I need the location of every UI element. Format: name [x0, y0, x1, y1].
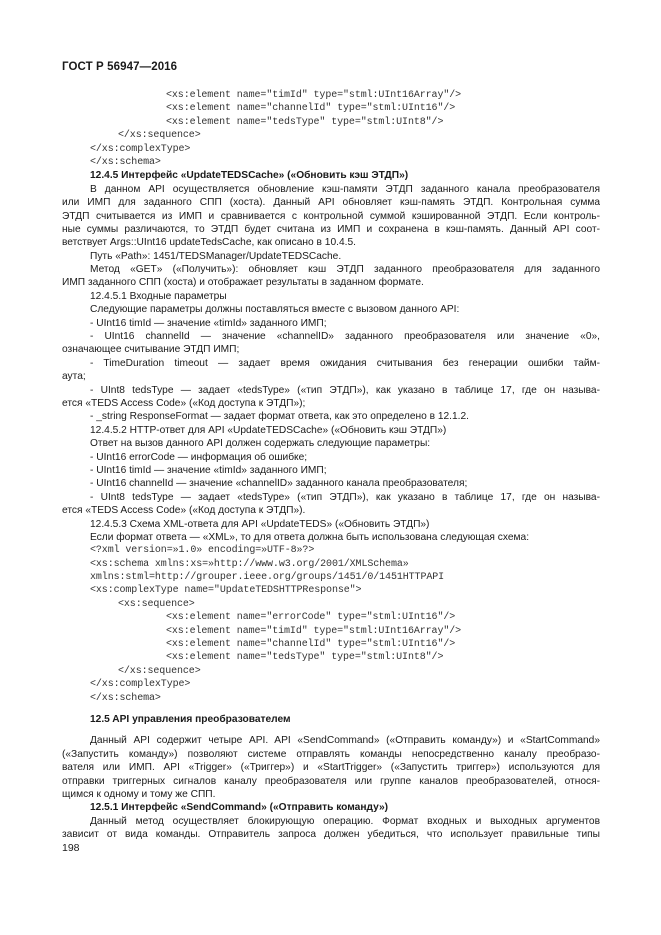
text-line: - UInt16 timId — значение «timId» заданного ИМП; [90, 464, 327, 476]
text-line: - UInt8 tedsType — задает «tedsType» («тип ЭТДП»), как указано в таблице 17, где он называ- [90, 491, 600, 503]
text-line: ветствует Args::UInt16 updateTedsCache, как описано в 10.4.5. [62, 237, 356, 249]
code-line: </xs:schema> [90, 156, 161, 168]
code-line: <xs:element name="errorCode" type="stml:UInt16"/> [166, 612, 456, 624]
spacer [62, 705, 600, 713]
spacer [62, 726, 600, 734]
text-line: В данном API осуществляется обновление кэш-памяти ЭТДП заданного канала преобразователя [90, 183, 600, 195]
page-number: 198 [62, 842, 80, 854]
text-line: щимся к одному и тому же СПП. [62, 788, 216, 800]
text-line: или ИМП для заданного СПП (хоста). Данный API обновляет кэш-память ЭТДП. Контрольная сумма [62, 197, 600, 209]
text-line: - UInt16 timId — значение «timId» заданного ИМП; [90, 317, 327, 329]
text-line: Метод «GET» («Получить»): обновляет кэш ЭТДП заданного преобразователя для заданного [90, 264, 600, 276]
text-line: Если формат ответа — «XML», то для ответа должна быть использована следующая схема: [90, 531, 530, 543]
code-line: <xs:element name="timId" type="stml:UInt16Array"/> [166, 90, 462, 101]
text-line: Следующие параметры должны поставляться вместе с вызовом данного API: [90, 304, 460, 316]
text-line: Данный метод осуществляет блокирующую операцию. Формат входных и выходных аргументов [90, 815, 600, 827]
text-line: означающее считывание ЭТДП ИМП; [62, 344, 240, 356]
text-line: - UInt16 channelId — значение «channelID» заданного преобразователя или значение «0», [90, 331, 600, 343]
text-line: ИМП заданного СПП (хоста) и отображает результаты в заданном формате. [62, 277, 424, 289]
code-line: <xs:element name="tedsType" type="stml:UInt8"/> [166, 652, 444, 664]
text-line: ные суммы различаются, то ЭТДП будет считана из ИМП и сохранена в кэш-память. Данный API соот- [62, 223, 600, 235]
code-line: <xs:element name="channelId" type="stml:UInt16"/> [166, 103, 456, 115]
code-line: <xs:element name="channelId" type="stml:UInt16"/> [166, 639, 456, 651]
code-line: xmlns:stml=http://grouper.ieee.org/groups/1451/0/1451HTTPAPI [90, 572, 445, 584]
document-body [62, 89, 600, 841]
text-line: 12.4.5 Интерфейс «UpdateTEDSCache» («Обновить кэш ЭТДП») [90, 170, 409, 182]
text-line: - UInt16 errorCode — информация об ошибке; [90, 451, 308, 463]
code-line: <xs:complexType name="UpdateTEDSHTTPResponse"> [90, 585, 362, 597]
text-line: вателя или ИМП. API «Trigger» («Триггер») и «StartTrigger» («Запустить триггер») используются для [62, 762, 600, 774]
document-header: ГОСТ Р 56947—2016 [62, 61, 178, 73]
text-line: ЭТДП считывается из ИМП и сравнивается с контрольной суммой кэшированной ЭТДП. Если контроль- [62, 210, 600, 222]
text-line: ется «TEDS Access Code» («Код доступа к ЭТДП»); [62, 397, 306, 409]
text-line: 12.4.5.3 Схема XML-ответа для API «UpdateTEDS» («Обновить ЭТДП») [90, 518, 430, 530]
text-line: Путь «Path»: 1451/TEDSManager/UpdateTEDSCache. [90, 250, 342, 262]
text-line: Ответ на вызов данного API должен содержать следующие параметры: [90, 438, 431, 450]
text-line: 12.5.1 Интерфейс «SendCommand» («Отправить команду») [90, 802, 389, 814]
code-line: <xs:schema xmlns:xs=»http://www.w3.org/2001/XMLSchema» [90, 558, 409, 570]
code-line: </xs:complexType> [90, 679, 191, 691]
text-line: Данный API содержит четыре API. API «SendCommand» («Отправить команду») и «StartCommand» [90, 735, 600, 747]
code-line: </xs:sequence> [118, 665, 201, 677]
text-line: - UInt8 tedsType — задает «tedsType» («тип ЭТДП»), как указано в таблице 17, где он называ- [90, 384, 600, 396]
code-line: <xs:element name="tedsType" type="stml:UInt8"/> [166, 116, 444, 128]
code-line: <xs:element name="timId" type="stml:UInt16Array"/> [166, 625, 462, 637]
text-line: ется «TEDS Access Code» («Код доступа к ЭТДП»). [62, 505, 306, 517]
text-line: - UInt16 channelId — значение «channelID» заданного канала преобразователя; [90, 478, 468, 490]
text-line: 12.4.5.1 Входные параметры [90, 290, 227, 302]
text-line: - TimeDuration timeout — задает время ожидания считывания без генерации ошибки тайм- [90, 357, 600, 369]
text-line: - _string ResponseFormat — задает формат ответа, как это определено в 12.1.2. [90, 411, 469, 423]
code-line: <?xml version=»1.0» encoding=»UTF-8»?> [90, 545, 315, 557]
code-line: </xs:complexType> [90, 143, 191, 155]
code-line: </xs:schema> [90, 692, 161, 704]
text-line: 12.4.5.2 HTTP-ответ для API «UpdateTEDSCache» («Обновить кэш ЭТДП») [90, 424, 447, 436]
text-line: отправки триггерных сигналов каналу преобразователя или группе каналов преобразователей, относя- [62, 775, 600, 787]
code-line: </xs:sequence> [118, 130, 201, 142]
code-line: <xs:sequence> [118, 598, 195, 610]
text-line: («Запустить команду») позволяют системе отправлять команды непосредственно каналу преобразо- [62, 748, 600, 760]
text-line: 12.5 API управления преобразователем [90, 713, 291, 725]
text-line: аута; [62, 371, 86, 383]
text-line: зависит от вида команды. Отправитель запроса должен убедиться, что использует правильные типы [62, 829, 600, 841]
